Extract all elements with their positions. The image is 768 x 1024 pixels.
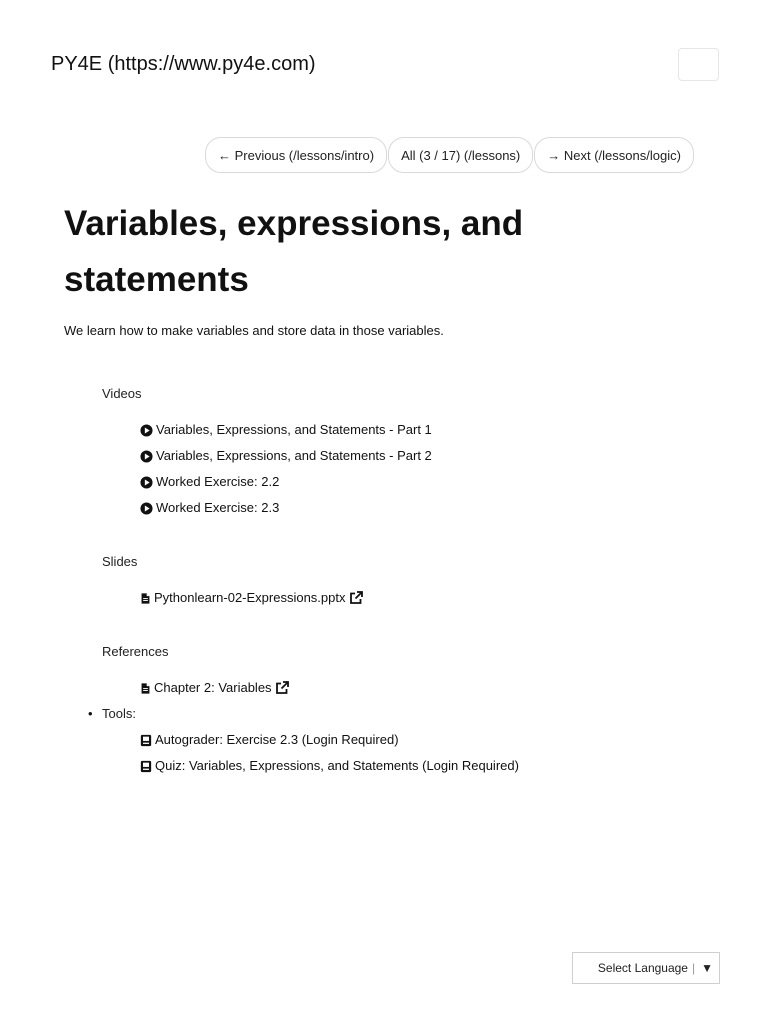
slide-link[interactable]: Pythonlearn-02-Expressions.pptx bbox=[154, 590, 346, 605]
play-circle-icon bbox=[140, 502, 153, 515]
slides-label: Slides bbox=[102, 554, 138, 569]
lesson-pager bbox=[205, 137, 694, 173]
language-select[interactable] bbox=[572, 952, 720, 984]
external-link-icon bbox=[275, 681, 289, 695]
page-title: Variables, expressions, and statements bbox=[64, 204, 524, 299]
tool-item[interactable] bbox=[140, 731, 399, 749]
previous-lesson-button[interactable]: ← Previous (/lessons/intro) bbox=[205, 137, 387, 173]
video-item[interactable] bbox=[140, 421, 432, 439]
language-select-label: Select Language bbox=[597, 961, 688, 975]
videos-label: Videos bbox=[102, 386, 142, 401]
video-link[interactable]: Worked Exercise: 2.2 bbox=[156, 474, 280, 489]
video-item[interactable] bbox=[140, 447, 432, 465]
chevron-down-icon: ▼ bbox=[701, 961, 713, 975]
file-icon bbox=[140, 592, 151, 605]
language-select-divider: | bbox=[691, 961, 696, 975]
slide-item[interactable] bbox=[140, 589, 363, 607]
video-item[interactable] bbox=[140, 499, 279, 517]
video-link[interactable]: Variables, Expressions, and Statements - Part 2 bbox=[156, 448, 432, 463]
tool-icon bbox=[140, 760, 152, 773]
video-link[interactable]: Variables, Expressions, and Statements - Part 1 bbox=[156, 422, 432, 437]
menu-toggle-button[interactable] bbox=[678, 48, 719, 81]
tool-link[interactable]: Autograder: Exercise 2.3 (Login Required) bbox=[155, 732, 399, 747]
tool-item[interactable] bbox=[140, 757, 519, 775]
video-link[interactable]: Worked Exercise: 2.3 bbox=[156, 500, 280, 515]
external-link-icon bbox=[349, 591, 363, 605]
lesson-description: We learn how to make variables and store data in those variables. bbox=[64, 323, 444, 338]
references-label: References bbox=[102, 644, 169, 659]
reference-link[interactable]: Chapter 2: Variables bbox=[154, 680, 272, 695]
video-item[interactable] bbox=[140, 473, 279, 491]
site-brand-link[interactable]: PY4E (https://www.py4e.com) bbox=[51, 53, 316, 75]
tools-bullet-icon: • bbox=[88, 706, 93, 721]
next-lesson-button[interactable]: → Next (/lessons/logic) bbox=[534, 137, 694, 173]
tool-icon bbox=[140, 734, 152, 747]
tools-label: Tools: bbox=[102, 706, 136, 721]
play-circle-icon bbox=[140, 450, 153, 463]
play-circle-icon bbox=[140, 476, 153, 489]
file-icon bbox=[140, 682, 151, 695]
all-lessons-button[interactable]: All (3 / 17) (/lessons) bbox=[388, 137, 533, 173]
play-circle-icon bbox=[140, 424, 153, 437]
tool-link[interactable]: Quiz: Variables, Expressions, and Statements (Login Required) bbox=[155, 758, 519, 773]
reference-item[interactable] bbox=[140, 679, 289, 697]
